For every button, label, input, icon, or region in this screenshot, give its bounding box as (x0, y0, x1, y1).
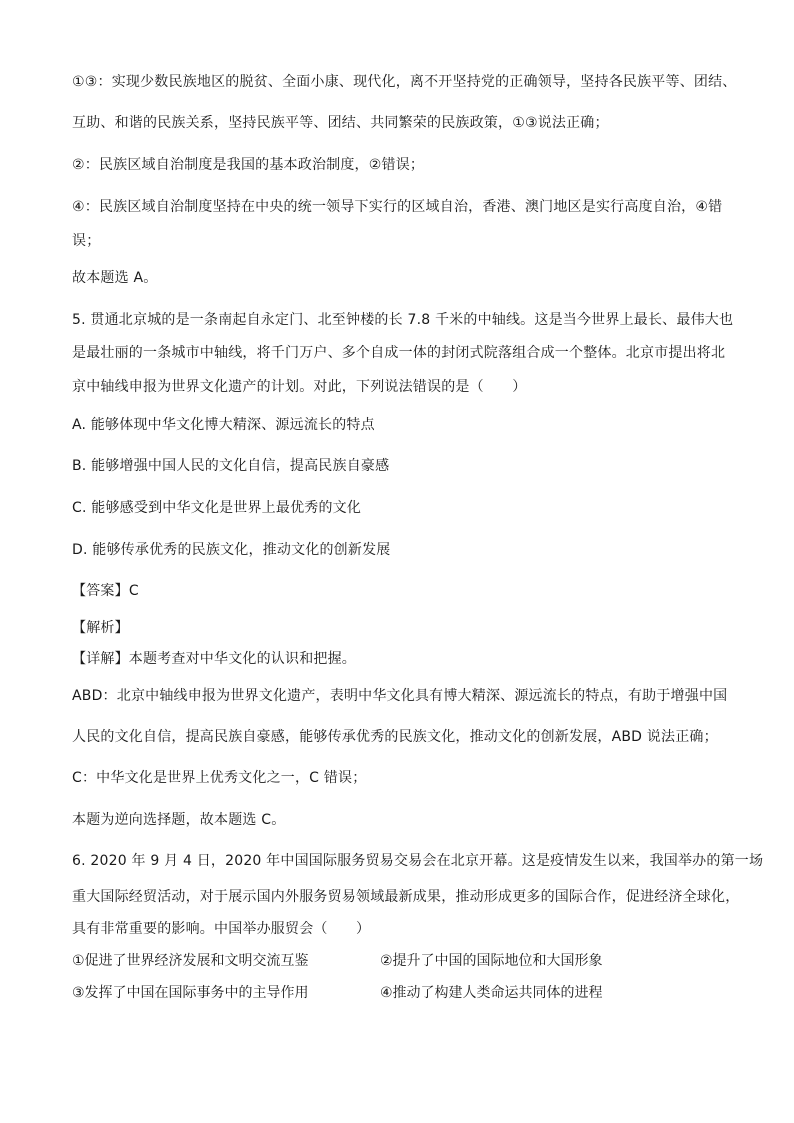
analysis-line-3: ②：民族区域自治制度是我国的基本政治制度，②错误； (72, 157, 425, 173)
analysis-conclusion: 故本题选 A。 (72, 270, 158, 286)
q6-stem-line-3: 具有非常重要的影响。中国举办服贸会（ ） (72, 921, 371, 937)
analysis-line-2: 互助、和谐的民族关系，坚持民族平等、团结、共同繁荣的民族政策，①③说法正确； (72, 115, 609, 131)
q5-explanation-line-3: C：中华文化是世界上优秀文化之一，C 错误； (72, 770, 367, 786)
q6-options-row-1 (72, 951, 726, 971)
q5-option-d: D. 能够传承优秀的民族文化，推动文化的创新发展 (72, 542, 391, 558)
q5-option-a: A. 能够体现中华文化博大精深、源远流长的特点 (72, 417, 375, 433)
q5-option-b: B. 能够增强中国人民的文化自信，提高民族自豪感 (72, 458, 390, 474)
answer-label: 【答案】 (72, 583, 129, 599)
q5-explanation-line-2: 人民的文化自信，提高民族自豪感，能够传承优秀的民族文化，推动文化的创新发展，ABD 说法正确； (72, 729, 718, 745)
q5-explanation-line-4: 本题为逆向选择题，故本题选 C。 (72, 812, 286, 828)
q5-stem-line-1: 5. 贯通北京城的是一条南起自永定门、北至钟楼的长 7.8 千米的中轴线。这是当今世界上最长、最伟大也 (72, 312, 734, 328)
q5-detail: 【详解】本题考查对中华文化的认识和把握。 (72, 651, 356, 667)
q5-stem-line-3: 京中轴线申报为世界文化遗产的计划。对此，下列说法错误的是（ ） (72, 379, 527, 395)
q5-answer (72, 581, 726, 601)
q6-option-4: ④推动了构建人类命运共同体的进程 (380, 985, 603, 1001)
q6-stem-line-1: 6. 2020 年 9 月 4 日，2020 年中国国际服务贸易交易会在北京开幕。这是疫情发生以来，我国举办的第一场 (72, 853, 764, 869)
answer-value: C (128, 583, 139, 599)
q5-option-c: C. 能够感受到中华文化是世界上最优秀的文化 (72, 500, 362, 516)
q6-options-row-2 (72, 983, 726, 1003)
q6-option-1: ①促进了世界经济发展和文明交流互鉴 (72, 953, 309, 969)
analysis-line-5: 误； (72, 233, 101, 249)
q5-analysis-label: 【解析】 (72, 620, 129, 636)
q6-option-2: ②提升了中国的国际地位和大国形象 (380, 953, 603, 969)
q5-explanation-line-1: ABD：北京中轴线申报为世界文化遗产，表明中华文化具有博大精深、源远流长的特点，有助于增强中国 (72, 688, 728, 704)
analysis-line-4: ④：民族区域自治制度坚持在中央的统一领导下实行的区域自治，香港、澳门地区是实行高度自治，④错 (72, 199, 723, 215)
q5-stem-line-2: 是最壮丽的一条城市中轴线，将千门万户、多个自成一体的封闭式院落组合成一个整体。北京市提出将北 (72, 345, 726, 361)
analysis-line-1: ①③：实现少数民族地区的脱贫、全面小康、现代化，离不开坚持党的正确领导，坚持各民族平等、团结、 (72, 74, 737, 90)
q6-option-3: ③发挥了中国在国际事务中的主导作用 (72, 985, 309, 1001)
q6-stem-line-2: 重大国际经贸活动，对于展示国内外服务贸易领域最新成果，推动形成更多的国际合作，促进经济全球化， (72, 889, 740, 905)
